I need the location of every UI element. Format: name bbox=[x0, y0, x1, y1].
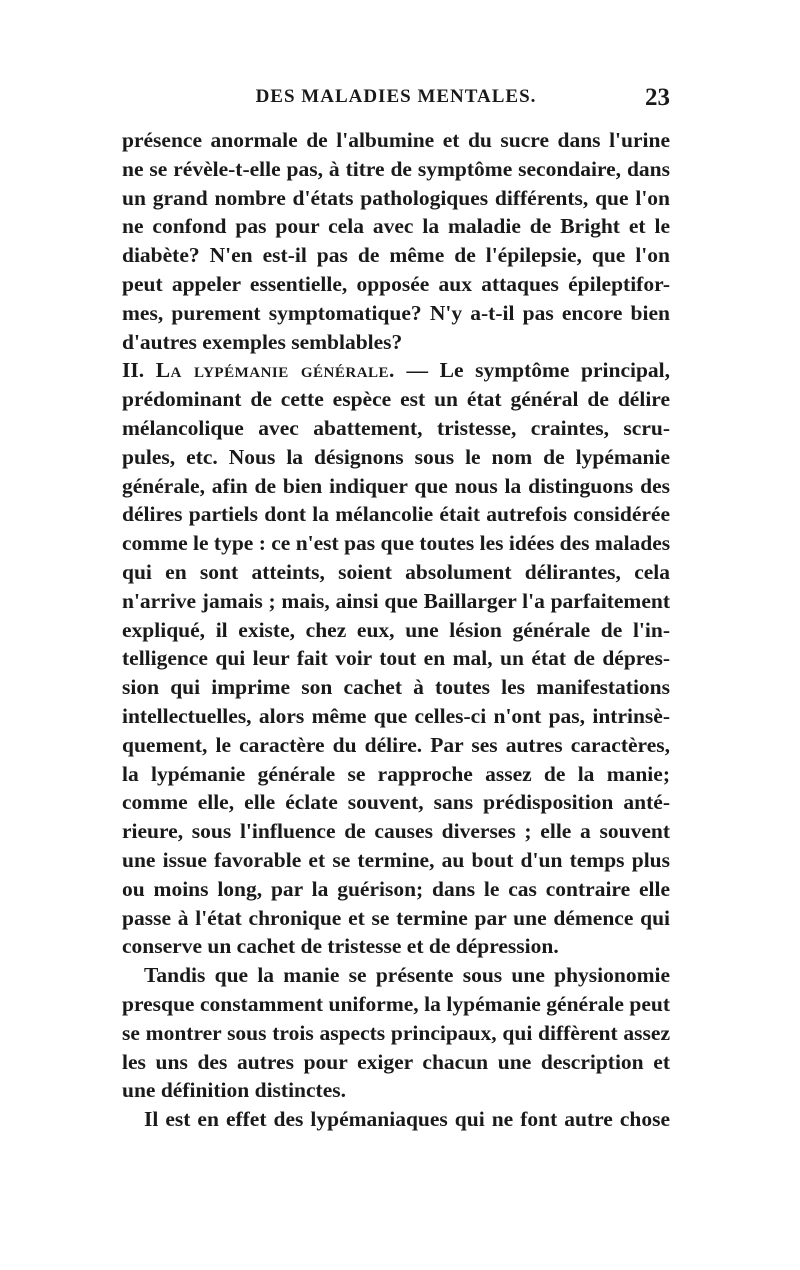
text-line: conserve un cachet de tristesse et de dépression. bbox=[122, 934, 559, 959]
text-line: rieure, sous l'influence de causes diverses ; elle a souvent bbox=[122, 819, 670, 844]
text-line: une définition distinctes. bbox=[122, 1078, 346, 1103]
section-dash: — bbox=[394, 358, 440, 383]
text-line: expliqué, il existe, chez eux, une lésion générale de l'in- bbox=[122, 617, 670, 642]
text-line: se montrer sous trois aspects principaux, qui diffèrent assez bbox=[122, 1020, 670, 1045]
text-line: mes, purement symptomatique? N'y a-t-il pas encore bien bbox=[122, 300, 670, 325]
text-line: présence anormale de l'albumine et du sucre dans l'urine bbox=[122, 128, 670, 152]
body-text bbox=[122, 126, 670, 1134]
text-line: ne se révèle-t-elle pas, à titre de symptôme secondaire, dans bbox=[122, 156, 670, 181]
section-title: La lypémanie générale. bbox=[155, 358, 395, 383]
page-header bbox=[122, 86, 670, 120]
text-line: une issue favorable et se termine, au bout d'un temps plus bbox=[122, 847, 670, 872]
text-line: passe à l'état chronique et se termine par une démence qui bbox=[122, 905, 670, 930]
text-line: qui en sont atteints, soient absolument délirantes, cela bbox=[122, 559, 670, 584]
text-line: peut appeler essentielle, opposée aux attaques épileptifor- bbox=[122, 271, 670, 296]
text-line: pules, etc. Nous la désignons sous le nom de lypémanie bbox=[122, 444, 670, 469]
text-line: les uns des autres pour exiger chacun une description et bbox=[122, 1049, 670, 1074]
text-line: d'autres exemples semblables? bbox=[122, 329, 403, 354]
page-number: 23 bbox=[645, 84, 670, 111]
text-line: sion qui imprime son cachet à toutes les manifestations bbox=[122, 675, 670, 700]
section-heading-line bbox=[122, 356, 670, 385]
text-line: ne confond pas pour cela avec la maladie de Bright et le bbox=[122, 214, 670, 239]
text-line: comme le type : ce n'est pas que toutes les idées des malades bbox=[122, 531, 671, 556]
text-line: la lypémanie générale se rapproche assez de la manie; bbox=[122, 761, 670, 786]
text-line: telligence qui leur fait voir tout en mal, un état de dépres- bbox=[122, 646, 670, 671]
running-title: DES MALADIES MENTALES. bbox=[255, 86, 537, 107]
text-line: presque constamment uniforme, la lypémanie générale peut bbox=[122, 991, 670, 1016]
text-line: Il est en effet des lypémaniaques qui ne font autre chose bbox=[144, 1107, 670, 1132]
paragraph bbox=[122, 1105, 670, 1134]
text-line: délires partiels dont la mélancolie était autrefois considérée bbox=[122, 502, 670, 527]
section-lypemanie-generale bbox=[122, 356, 670, 961]
text-line: ou moins long, par la guérison; dans le cas contraire elle bbox=[122, 876, 670, 901]
section-number: II. bbox=[122, 358, 145, 383]
paragraph bbox=[122, 961, 670, 1105]
text-line: intellectuelles, alors même que celles-ci n'ont pas, intrinsè- bbox=[122, 703, 670, 728]
text-line: Tandis que la manie se présente sous une physionomie bbox=[144, 963, 670, 988]
text-line: prédominant de cette espèce est un état général de délire bbox=[122, 387, 670, 412]
text-line: Le symptôme principal, bbox=[439, 358, 671, 383]
text-line: un grand nombre d'états pathologiques différents, que l'on bbox=[122, 185, 670, 210]
text-line: quement, le caractère du délire. Par ses autres caractères, bbox=[122, 732, 670, 757]
text-line: générale, afin de bien indiquer que nous la distinguons des bbox=[122, 473, 670, 498]
text-line: comme elle, elle éclate souvent, sans prédisposition anté- bbox=[122, 790, 670, 815]
text-line: n'arrive jamais ; mais, ainsi que Baillarger l'a parfaitement bbox=[122, 588, 670, 613]
paragraph-continuation bbox=[122, 126, 670, 356]
text-line: mélancolique avec abattement, tristesse, craintes, scru- bbox=[122, 415, 670, 440]
text-line: diabète? N'en est-il pas de même de l'épilepsie, que l'on bbox=[122, 243, 670, 268]
